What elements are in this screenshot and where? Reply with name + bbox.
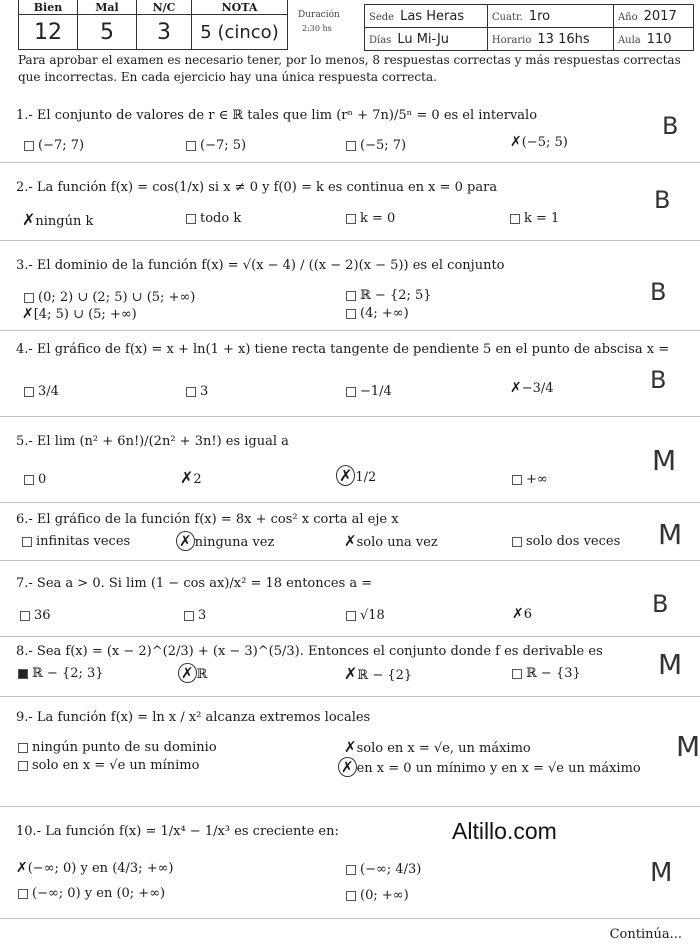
question-1: 1.- El conjunto de valores de r ∈ ℝ tales que lim (rⁿ + 7n)/5ⁿ = 0 es el intervalo (16, 108, 538, 123)
q2-option-c-label: k = 0 (360, 211, 396, 226)
q10-option-b-label: (−∞; 4/3) (360, 862, 422, 877)
q4-option-d-label: −3/4 (521, 381, 554, 396)
divider (0, 918, 700, 919)
q4-option-a-label: 3/4 (38, 384, 59, 399)
q8-option-a-label: ℝ − {2; 3} (32, 666, 104, 681)
q4-option-c-label: −1/4 (360, 384, 392, 399)
checkbox[interactable] (346, 865, 356, 875)
cross-mark-icon: ✗ (180, 468, 194, 487)
q8-option-a[interactable] (18, 666, 104, 681)
checkbox[interactable] (346, 141, 356, 151)
score-nota: 5 (cinco) (192, 15, 288, 50)
duration-label: Duración (298, 10, 340, 20)
q9-option-b-label: solo en x = √e, un máximo (356, 741, 531, 756)
q3-grade: B (650, 278, 667, 306)
divider (0, 162, 700, 163)
checkbox[interactable] (18, 761, 28, 771)
q5-option-d-label: +∞ (526, 472, 548, 487)
cross-mark-icon: ✗ (510, 134, 522, 150)
q7-option-b[interactable] (184, 608, 206, 623)
q3-option-c-label: [4; 5) ∪ (5; +∞) (33, 307, 137, 322)
q2-option-d[interactable] (510, 211, 559, 226)
q6-option-c[interactable] (344, 532, 438, 550)
checkbox[interactable] (24, 387, 34, 397)
q5-option-c-label: 1/2 (355, 470, 377, 485)
q10-option-c-label: (−∞; 0) y en (0; +∞) (32, 886, 166, 901)
q4-option-a[interactable] (24, 384, 59, 399)
q8-option-c-label: ℝ − {2} (357, 668, 413, 683)
q7-option-a[interactable] (20, 608, 51, 623)
horario-value: 13 16hs (537, 31, 590, 47)
aula-value: 110 (646, 31, 672, 47)
ano-label: Año (617, 11, 638, 23)
q2-option-d-label: k = 1 (524, 211, 560, 226)
q6-option-c-label: solo una vez (356, 535, 438, 550)
question-3: 3.- El dominio de la función f(x) = √(x − 4) / ((x − 2)(x − 5)) es el conjunto (16, 258, 505, 273)
horario-label: Horario (491, 34, 532, 46)
cuatr-label: Cuatr. (491, 11, 523, 23)
header-nc: N/C (137, 0, 192, 15)
checkbox[interactable] (24, 141, 34, 151)
score-table (18, 0, 288, 50)
q6-option-a[interactable] (22, 534, 130, 549)
divider (0, 636, 700, 637)
checkbox[interactable] (512, 537, 522, 547)
checkbox[interactable] (24, 475, 34, 485)
q2-option-b[interactable] (186, 211, 241, 226)
q7-option-d-label: 6 (523, 607, 533, 622)
q7-option-b-label: 3 (198, 608, 207, 623)
aula-label: Aula (617, 34, 641, 46)
question-4: 4.- El gráfico de f(x) = x + ln(1 + x) tiene recta tangente de pendiente 5 en el punto de abscisa x = (16, 342, 670, 357)
divider (0, 330, 700, 331)
checkbox[interactable] (512, 669, 522, 679)
checkbox[interactable] (24, 293, 34, 303)
aula-cell (613, 28, 693, 51)
q3-option-d-label: (4; +∞) (360, 306, 409, 321)
q8-grade: M (658, 648, 683, 681)
instructions: Para aprobar el examen es necesario tener, por lo menos, 8 respuestas correctas y más respuestas correctas que incorrectas. En cada ejercicio hay una única respuesta correcta. (18, 53, 681, 84)
circled-cross-icon: ✗ (178, 663, 197, 683)
q7-option-c[interactable] (346, 608, 385, 623)
q7-option-a-label: 36 (34, 608, 51, 623)
cross-mark-icon: ✗ (510, 380, 522, 396)
q1-option-a-label: (−7; 7) (38, 138, 85, 153)
q7-option-c-label: √18 (360, 608, 385, 623)
checkbox[interactable] (346, 214, 356, 224)
q5-option-b[interactable] (180, 468, 202, 487)
cross-mark-icon: ✗ (344, 532, 357, 550)
question-9: 9.- La función f(x) = ln x / x² alcanza extremos locales (16, 710, 371, 725)
q1-option-b-label: (−7; 5) (200, 138, 247, 153)
score-bien: 12 (19, 15, 78, 50)
q3-option-a-label: (0; 2) ∪ (2; 5) ∪ (5; +∞) (38, 290, 196, 305)
q5-option-a[interactable] (24, 472, 46, 487)
checkbox[interactable] (346, 309, 356, 319)
q5-option-d[interactable] (512, 472, 548, 487)
score-mal: 5 (78, 15, 137, 50)
q1-option-c[interactable] (346, 138, 406, 153)
checkbox[interactable] (184, 611, 194, 621)
q9-option-c[interactable] (18, 758, 199, 773)
q4-option-d[interactable] (510, 380, 554, 396)
q1-grade: B (662, 112, 679, 140)
q1-option-a[interactable] (24, 138, 84, 153)
q2-option-a-label: ningún k (35, 214, 94, 229)
q7-grade: B (652, 590, 669, 618)
question-2: 2.- La función f(x) = cos(1/x) si x ≠ 0 y f(0) = k es continua en x = 0 para (16, 180, 498, 195)
q5-option-b-label: 2 (193, 472, 202, 487)
ano-value: 2017 (643, 8, 677, 24)
checkbox[interactable] (346, 891, 356, 901)
q5-option-c[interactable] (336, 466, 376, 485)
q3-option-c[interactable] (22, 306, 137, 322)
divider (0, 806, 700, 807)
cross-mark-icon: ✗ (16, 860, 28, 876)
divider (0, 560, 700, 561)
q1-option-c-label: (−5; 7) (360, 138, 407, 153)
cuatr-cell (487, 5, 613, 28)
q3-option-a[interactable] (24, 290, 195, 305)
checkbox[interactable] (186, 141, 196, 151)
q10-option-b[interactable] (346, 862, 421, 877)
question-10: 10.- La función f(x) = 1/x⁴ − 1/x³ es creciente en: (16, 824, 339, 839)
q10-option-d-label: (0; +∞) (360, 888, 409, 903)
dias-cell (365, 28, 488, 51)
q5-grade: M (652, 444, 677, 477)
q10-option-d[interactable] (346, 888, 409, 903)
cross-mark-icon: ✗ (344, 738, 357, 756)
q3-option-d[interactable] (346, 306, 409, 321)
q9-grade: M (676, 730, 700, 763)
q4-option-c[interactable] (346, 384, 392, 399)
q9-option-d[interactable] (338, 758, 678, 778)
checkbox[interactable] (20, 611, 30, 621)
checkbox[interactable] (186, 387, 196, 397)
q5-option-a-label: 0 (38, 472, 47, 487)
circled-cross-icon: ✗ (338, 757, 357, 777)
checkbox[interactable] (510, 214, 520, 224)
q10-option-a[interactable] (16, 860, 174, 876)
circled-cross-icon: ✗ (176, 531, 195, 551)
divider (0, 696, 700, 697)
q1-option-d[interactable] (510, 134, 568, 150)
divider (0, 416, 700, 417)
q9-option-a[interactable] (18, 740, 217, 755)
checkbox[interactable] (346, 611, 356, 621)
checkbox[interactable] (346, 387, 356, 397)
checkbox[interactable] (18, 889, 28, 899)
horario-cell (487, 28, 613, 51)
q6-option-d[interactable] (512, 534, 620, 549)
checkbox[interactable] (512, 475, 522, 485)
question-7: 7.- Sea a > 0. Si lim (1 − cos ax)/x² = 18 entonces a = (16, 576, 373, 591)
question-5: 5.- El lim (n² + 6n!)/(2n² + 3n!) es igual a (16, 434, 289, 449)
q9-option-c-label: solo en x = √e un mínimo (32, 758, 200, 773)
q1-option-b[interactable] (186, 138, 246, 153)
q4-option-b-label: 3 (200, 384, 209, 399)
q2-grade: B (654, 186, 671, 214)
cross-mark-icon: ✗ (22, 210, 36, 229)
q10-option-c[interactable] (18, 886, 165, 901)
checkbox-filled[interactable] (18, 669, 28, 679)
q9-option-d-label: en x = 0 un mínimo y en x = √e un máximo (356, 761, 641, 776)
q9-option-b[interactable] (344, 738, 531, 756)
divider (0, 502, 700, 503)
dias-value: Lu Mi-Ju (397, 31, 450, 47)
q2-option-a[interactable] (22, 210, 93, 229)
q6-option-b-label: ninguna vez (194, 535, 275, 550)
sede-value: Las Heras (400, 8, 465, 24)
cross-mark-icon: ✗ (512, 606, 524, 622)
checkbox[interactable] (22, 537, 32, 547)
q1-option-d-label: (−5; 5) (521, 135, 568, 150)
q6-option-a-label: infinitas veces (36, 534, 131, 549)
dias-label: Días (369, 34, 392, 46)
cross-mark-icon: ✗ (344, 664, 358, 683)
checkbox[interactable] (346, 291, 356, 301)
q7-option-d[interactable] (512, 606, 532, 622)
q6-option-b[interactable] (176, 532, 274, 550)
header-nota: NOTA (192, 0, 288, 15)
question-8: 8.- Sea f(x) = (x − 2)^(2/3) + (x − 3)^(5/3). Entonces el conjunto donde f es derivable es (16, 644, 603, 659)
circled-cross-icon: ✗ (336, 465, 355, 486)
sede-label: Sede (369, 11, 395, 23)
score-nc: 3 (137, 15, 192, 50)
q4-grade: B (650, 366, 667, 394)
q8-option-b-label: ℝ (196, 667, 208, 682)
q8-option-d-label: ℝ − {3} (526, 666, 581, 681)
q2-option-b-label: todo k (200, 211, 242, 226)
q8-option-c[interactable] (344, 664, 412, 683)
checkbox[interactable] (18, 743, 28, 753)
q10-grade: M (650, 858, 673, 888)
q8-option-d[interactable] (512, 666, 581, 681)
q3-option-b-label: ℝ − {2; 5} (360, 288, 432, 303)
question-6: 6.- El gráfico de la función f(x) = 8x + cos² x corta al eje x (16, 512, 399, 527)
sede-cell (365, 5, 488, 28)
q8-option-b[interactable] (178, 664, 207, 682)
divider (0, 240, 700, 241)
duration-value: 2:30 hs (302, 24, 332, 33)
q10-option-a-label: (−∞; 0) y en (4/3; +∞) (27, 861, 174, 876)
cuatr-value: 1ro (528, 8, 551, 24)
header-bien: Bien (19, 0, 78, 15)
q9-option-a-label: ningún punto de su dominio (32, 740, 217, 755)
ano-cell (613, 5, 693, 28)
q3-option-b[interactable] (346, 288, 432, 303)
q4-option-b[interactable] (186, 384, 208, 399)
q6-grade: M (658, 518, 683, 551)
checkbox[interactable] (186, 214, 196, 224)
altillo-watermark: Altillo.com (452, 818, 557, 844)
header-mal: Mal (78, 0, 137, 15)
q6-option-d-label: solo dos veces (526, 534, 621, 549)
info-table (364, 4, 694, 51)
q2-option-c[interactable] (346, 211, 395, 226)
continue-label: Continúa... (609, 927, 682, 942)
cross-mark-icon: ✗ (22, 306, 34, 322)
